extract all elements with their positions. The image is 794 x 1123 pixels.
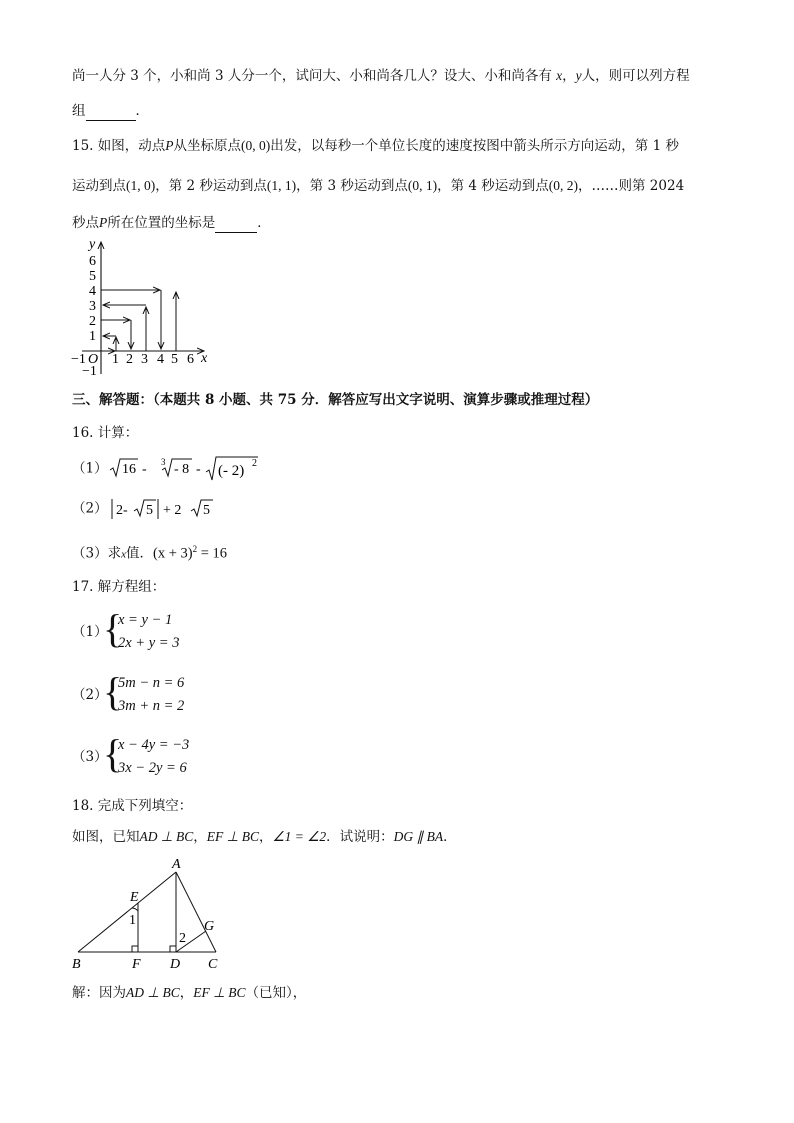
exponent: 2 bbox=[251, 458, 257, 469]
q16-title: 16. 计算： bbox=[72, 425, 139, 441]
q18-title: 18. 完成下列填空： bbox=[72, 798, 193, 814]
left-brace: { bbox=[103, 731, 123, 776]
q14-line1: 尚一人分 3 个，小和尚 3 人分一个，试问大、小和尚各几人？设大、小和尚各有 x，y人，则可以列方程 bbox=[72, 68, 690, 84]
sqrt5-arg: 5 bbox=[202, 503, 210, 518]
left-brace: { bbox=[103, 606, 123, 651]
q17-title: 17. 解方程组： bbox=[72, 579, 166, 595]
y-tick-1: 1 bbox=[89, 329, 96, 344]
origin-label: O bbox=[88, 352, 99, 367]
label-C: C bbox=[208, 957, 218, 972]
minus-sign: - bbox=[195, 462, 201, 477]
coordinate-path-figure bbox=[68, 234, 218, 380]
label-E: E bbox=[130, 890, 139, 905]
y-tick-4: 4 bbox=[89, 284, 96, 299]
x-tick-6: 6 bbox=[187, 352, 194, 367]
triangle-figure bbox=[66, 855, 236, 975]
right-angle-D bbox=[170, 946, 176, 952]
minus-sign: - bbox=[141, 462, 147, 477]
left-brace: { bbox=[103, 669, 123, 714]
angle-2-label: 2 bbox=[179, 931, 186, 946]
y-tick-neg1: −1 bbox=[82, 364, 97, 379]
x-tick-3: 3 bbox=[141, 352, 148, 367]
x-tick-neg1: −1 bbox=[71, 352, 86, 367]
y-tick-3: 3 bbox=[89, 299, 96, 314]
x-tick-4: 4 bbox=[157, 352, 164, 367]
q16-part1: （1） 16 - 3 - 8 - (- 2) 2 bbox=[72, 456, 283, 480]
answer-blank[interactable] bbox=[86, 102, 136, 121]
angle-1-arc bbox=[132, 908, 138, 911]
q18-given: 如图，已知AD ⊥ BC，EF ⊥ BC，∠1 = ∠2．试说明：DG ∥ BA． bbox=[72, 829, 457, 845]
q15-line3: 秒点P所在位置的坐标是 ． bbox=[72, 215, 271, 231]
q15-line2: 运动到点(1, 0)，第 2 秒运动到点(1, 1)，第 3 秒运动到点(0, 1)，第 4 秒运动到点(0, 2)，……则第 2024 bbox=[72, 178, 685, 194]
abs-left: 2- bbox=[115, 503, 128, 518]
x-tick-5: 5 bbox=[171, 352, 178, 367]
var-x: x bbox=[556, 68, 563, 83]
q16-p1-expression bbox=[108, 456, 283, 482]
label-G: G bbox=[204, 919, 215, 934]
q16-part2: （2） 2- 5 + 2 5 bbox=[72, 497, 228, 521]
y-tick-6: 6 bbox=[89, 254, 96, 269]
y-tick-2: 2 bbox=[89, 314, 96, 329]
angle-1-label: 1 bbox=[129, 913, 136, 928]
x-axis-label: x bbox=[201, 351, 208, 366]
label-D: D bbox=[170, 957, 181, 972]
plus-two: + 2 bbox=[162, 503, 182, 518]
q14-line2: 组 ． bbox=[72, 103, 149, 119]
x-tick-1: 1 bbox=[112, 352, 119, 367]
x-tick-2: 2 bbox=[126, 352, 133, 367]
var-y: y bbox=[575, 68, 582, 83]
q18-solution-line: 解：因为AD ⊥ BC，EF ⊥ BC（已知）， bbox=[72, 985, 307, 1001]
y-tick-5: 5 bbox=[89, 269, 96, 284]
label-A: A bbox=[172, 857, 181, 872]
y-axis-label: y bbox=[89, 237, 96, 252]
sqrt-arg: (- 2) bbox=[217, 463, 245, 479]
section-heading: 三、解答题：（本题共 8 小题、共 75 分．解答应写出文字说明、演算步骤或推理过程） bbox=[72, 392, 599, 408]
label-F: F bbox=[132, 957, 141, 972]
label-B: B bbox=[72, 957, 81, 972]
answer-blank[interactable] bbox=[215, 214, 257, 233]
cbrt-index: 3 bbox=[160, 457, 166, 467]
sqrt16-arg: 16 bbox=[121, 462, 136, 477]
q16-p2-expression bbox=[108, 497, 228, 521]
q16-part3: （3）求x值．$(x + 3)^2 = 16$ bbox=[72, 544, 228, 562]
right-angle-F bbox=[132, 946, 138, 952]
segment-BA bbox=[78, 872, 176, 952]
q15-line1: 15. 如图，动点P从坐标原点(0, 0)出发，以每秒一个单位长度的速度按图中箭头所示方向运动，第 1 秒 bbox=[72, 138, 679, 154]
cbrt-arg: - 8 bbox=[173, 462, 190, 477]
sqrt5-arg: 5 bbox=[145, 503, 153, 518]
